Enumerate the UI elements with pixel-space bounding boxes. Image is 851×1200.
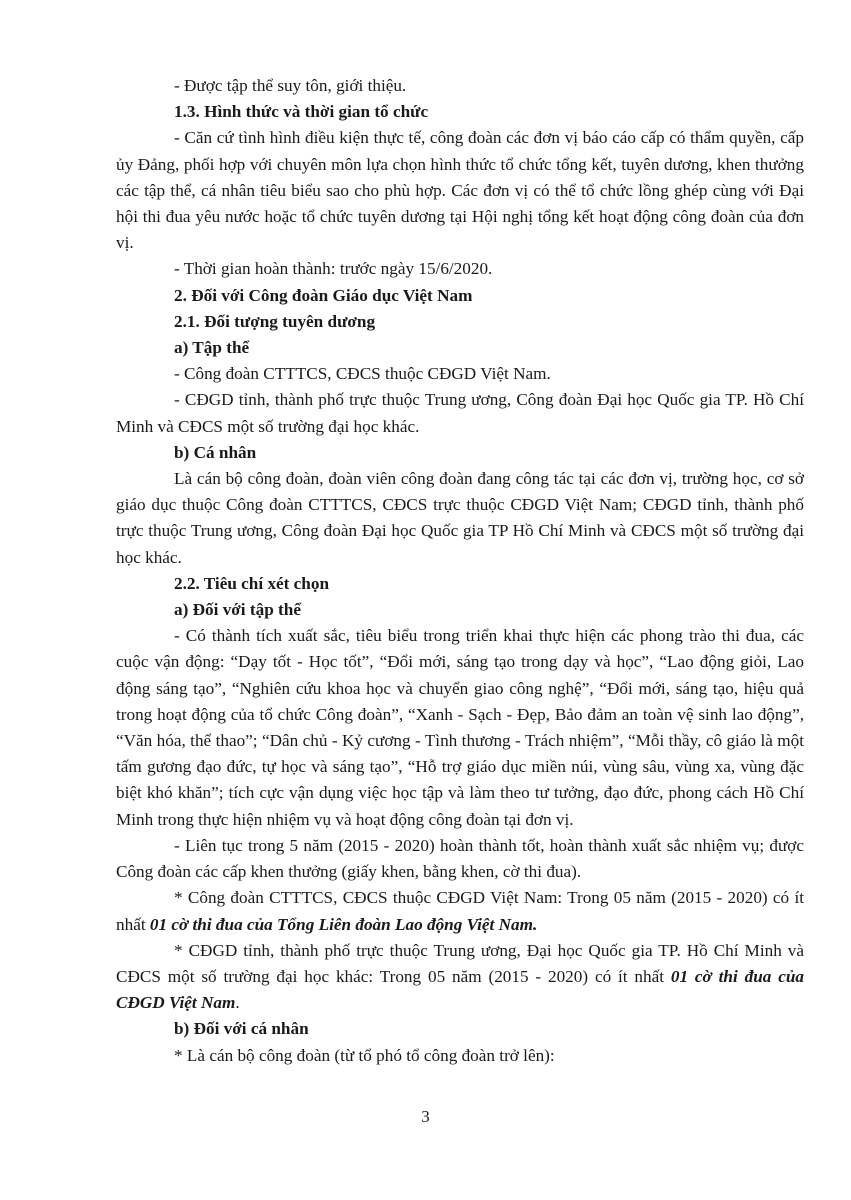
subsection-heading: b) Cá nhân (174, 442, 257, 462)
section-heading: 2.1. Đối tượng tuyên dương (174, 311, 376, 331)
paragraph: * Là cán bộ công đoàn (từ tổ phó tổ công đoàn trở lên): (174, 1045, 555, 1065)
document-body (116, 73, 804, 1069)
paragraph: - Được tập thể suy tôn, giới thiệu. (174, 76, 407, 95)
subsection-heading: a) Tập thể (174, 338, 250, 358)
paragraph: - Có thành tích xuất sắc, tiêu biểu trong triển khai thực hiện các phong trào thi đua, các cuộc vận động: “Dạy tốt - Học tốt”, “Đổi mới, sáng tạo trong dạy và học”, “Lao động giỏi, Lao động sáng tạo”, “Nghiên cứu khoa học và chuyển giao công nghệ”, “Đổi mới, sáng tạo, hiệu quả trong hoạt động của tổ chức Công đoàn”, “Xanh - Sạch - Đẹp, Bảo đảm an toàn vệ sinh lao động”, “Văn hóa, thể thao”; “Dân chủ - Kỷ cương - Tình thương - Trách nhiệm”, “Mỗi thầy, cô giáo là một tấm gương đạo đức, tự học và sáng tạo”, “Hỗ trợ giáo dục miền núi, vùng sâu, vùng xa, vùng đặc biệt khó khăn”; tích cực vận dụng việc học tập và làm theo tư tưởng, đạo đức, phong cách Hồ Chí Minh trong thực hiện nhiệm vụ và hoạt động công đoàn tại đơn vị. (116, 626, 804, 829)
paragraph-text: . (235, 993, 240, 1013)
section-heading: 2.2. Tiêu chí xét chọn (174, 573, 330, 593)
paragraph: - CĐGD tỉnh, thành phố trực thuộc Trung ương, Công đoàn Đại học Quốc gia TP. Hồ Chí Minh và CĐCS một số trường đại học khác. (116, 390, 804, 436)
paragraph-text: * Công đoàn CTTTCS, CĐCS thuộc CĐGD Việt Nam: Trong 05 năm (2015 - 2020) có ít nhất (116, 888, 804, 934)
paragraph: - Căn cứ tình hình điều kiện thực tế, công đoàn các đơn vị báo cáo cấp có thẩm quyền, cấp ủy Đảng, phối hợp với chuyên môn lựa chọn hình thức tổ chức tổng kết, tuyên dương, khen thưởng các tập thể, cá nhân tiêu biểu sao cho phù hợp. Các đơn vị có thể tổ chức lồng ghép cùng với Đại hội thi đua yêu nước hoặc tổ chức tuyên dương tại Hội nghị tổng kết hoạt động công đoàn của đơn vị. (116, 128, 804, 253)
subsection-heading: a) Đối với tập thể (174, 600, 301, 620)
emphasis-text: 01 cờ thi đua của CĐGD Việt Nam (116, 966, 804, 1013)
page-number: 3 (421, 1107, 430, 1126)
paragraph: - Thời gian hoàn thành: trước ngày 15/6/2020. (174, 259, 493, 279)
paragraph: - Công đoàn CTTTCS, CĐCS thuộc CĐGD Việt Nam. (174, 364, 551, 384)
paragraph: Là cán bộ công đoàn, đoàn viên công đoàn đang công tác tại các đơn vị, trường học, cơ sở giáo dục thuộc Công đoàn CTTTCS, CĐCS trực thuộc CĐGD Việt Nam; CĐGD tỉnh, thành phố trực thuộc Trung ương, Công đoàn Đại học Quốc gia TP Hồ Chí Minh và CĐCS một số trường đại học khác. (116, 469, 804, 567)
paragraph: - Liên tục trong 5 năm (2015 - 2020) hoàn thành tốt, hoàn thành xuất sắc nhiệm vụ; được Công đoàn các cấp khen thưởng (giấy khen, bằng khen, cờ thi đua). (116, 835, 804, 882)
emphasis-text: 01 cờ thi đua của Tổng Liên đoàn Lao động Việt Nam. (149, 914, 538, 934)
section-heading: 1.3. Hình thức và thời gian tổ chức (174, 102, 429, 122)
paragraph-text: * CĐGD tỉnh, thành phố trực thuộc Trung ương, Đại học Quốc gia TP. Hồ Chí Minh và CĐCS một số trường đại học khác: Trong 05 năm (2015 - 2020) có ít nhất (116, 940, 804, 986)
subsection-heading: b) Đối với cá nhân (174, 1019, 309, 1039)
paragraph (116, 938, 804, 1017)
paragraph (116, 885, 804, 937)
section-heading: 2. Đối với Công đoàn Giáo dục Việt Nam (174, 285, 473, 305)
